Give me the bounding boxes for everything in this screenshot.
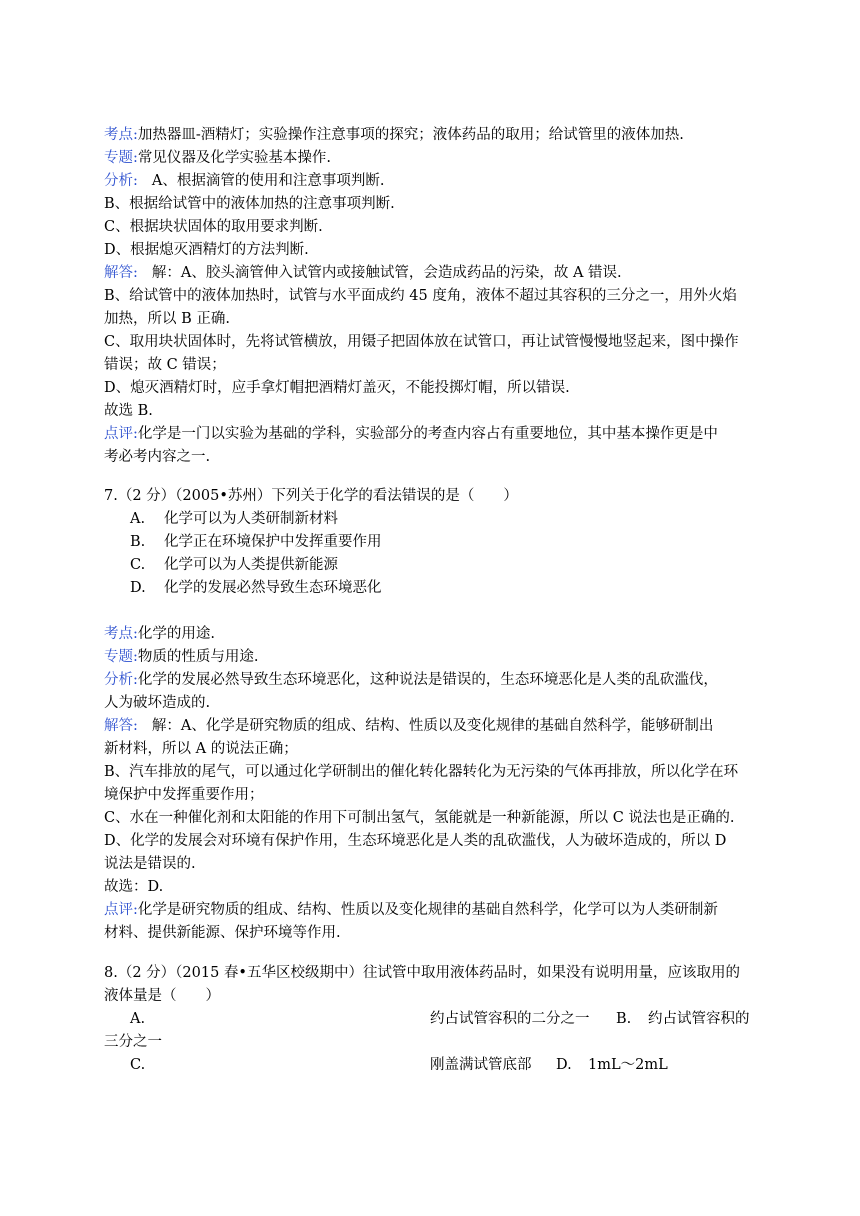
q6-jieda-line: 故选 B.	[104, 403, 153, 419]
q7-jieda-text: 解：A、化学是研究物质的组成、结构、性质以及变化规律的基础自然科学，能够研制出	[151, 718, 714, 734]
jieda-label: 解答:	[104, 718, 138, 734]
q6-dianping-line: 考必考内容之一.	[104, 449, 211, 465]
q8-option-d-text: 1mL～2mL	[588, 1057, 668, 1073]
q8-option-c-text: 刚盖满试管底部	[430, 1057, 532, 1073]
q7-dianping	[104, 899, 718, 921]
kaodian-label: 考点:	[104, 127, 138, 143]
q8-option-c-letter: C.	[130, 1057, 146, 1073]
q6-dianping-text: 化学是一门以实验为基础的学科，实验部分的考查内容占有重要地位，其中基本操作更是中	[137, 426, 718, 442]
q6-jieda-line: B、给试管中的液体加热时，试管与水平面成约 45 度角，液体不超过其容积的三分之一，用外火焰	[104, 288, 737, 304]
q7-dianping-text: 化学是研究物质的组成、结构、性质以及变化规律的基础自然科学，化学可以为人类研制新	[137, 902, 718, 918]
q8-stem: 8.（2 分）（2015 春•五华区校级期中）往试管中取用液体药品时，如果没有说明用量，应该取用的	[104, 965, 740, 981]
q7-zhuanti-text: 物质的性质与用途.	[137, 649, 259, 665]
q6-jieda-line: 错误；故 C 错误；	[104, 357, 226, 373]
q6-kaodian-text: 加热器皿-酒精灯；实验操作注意事项的探究；液体药品的取用；给试管里的液体加热.	[137, 127, 684, 143]
jieda-label: 解答:	[104, 265, 138, 281]
option-text: 化学的发展必然导致生态环境恶化	[164, 580, 382, 596]
option-letter: B.	[130, 534, 146, 550]
q7-option-b	[130, 531, 382, 553]
option-letter: D.	[130, 580, 146, 596]
q6-fenxi-text: A、根据滴管的使用和注意事项判断.	[151, 173, 385, 189]
q7-jieda-line: D、化学的发展会对环境有保护作用，生态环境恶化是人类的乱砍滥伐，人为破坏造成的，所以 D	[104, 833, 727, 849]
q7-option-d	[130, 577, 382, 599]
q8-option-a-text: 约占试管容积的二分之一	[430, 1011, 590, 1027]
option-text: 化学正在环境保护中发挥重要作用	[164, 534, 382, 550]
q6-jieda-text: 解：A、胶头滴管伸入试管内或接触试管，会造成药品的污染，故 A 错误.	[151, 265, 622, 281]
q6-zhuanti-text: 常见仪器及化学实验基本操作.	[137, 150, 331, 166]
q7-jieda	[104, 715, 713, 737]
option-text: 化学可以为人类研制新材料	[164, 511, 338, 527]
dianping-label: 点评:	[104, 902, 138, 918]
q7-jieda-line: 境保护中发挥重要作用；	[104, 787, 264, 803]
q6-jieda-line: D、熄灭酒精灯时，应手拿灯帽把酒精灯盖灭，不能投掷灯帽，所以错误.	[104, 380, 570, 396]
q7-kaodian-text: 化学的用途.	[137, 626, 215, 642]
q7-fenxi	[104, 669, 718, 691]
q7-stem: 7.（2 分）（2005•苏州）下列关于化学的看法错误的是（ ）	[104, 488, 518, 504]
q8-option-a-letter: A.	[130, 1011, 146, 1027]
option-text: 化学可以为人类提供新能源	[164, 557, 338, 573]
q7-jieda-line: 故选：D.	[104, 879, 164, 895]
zhuanti-label: 专题:	[104, 150, 138, 166]
kaodian-label: 考点:	[104, 626, 138, 642]
q8-option-b-text: 约占试管容积的	[648, 1011, 750, 1027]
q7-option-c	[130, 554, 338, 576]
q8-option-d-letter: D.	[556, 1057, 572, 1073]
q7-dianping-line: 材料、提供新能源、保护环境等作用.	[104, 925, 341, 941]
q6-fenxi	[104, 170, 384, 192]
q7-fenxi-line: 人为破坏造成的.	[104, 695, 211, 711]
q7-fenxi-text: 化学的发展必然导致生态环境恶化，这种说法是错误的，生态环境恶化是人类的乱砍滥伐，	[137, 672, 718, 688]
dianping-label: 点评:	[104, 426, 138, 442]
option-letter: A.	[130, 511, 146, 527]
q7-jieda-line: 说法是错误的.	[104, 856, 196, 872]
q6-jieda-line: 加热，所以 B 正确.	[104, 311, 230, 327]
q7-jieda-line: 新材料，所以 A 的说法正确；	[104, 741, 298, 757]
option-letter: C.	[130, 557, 146, 573]
q6-fenxi-line: D、根据熄灭酒精灯的方法判断.	[104, 242, 309, 258]
q7-option-a	[130, 508, 338, 530]
q8-stem-line: 液体量是（ ）	[104, 988, 220, 1004]
fenxi-label: 分析:	[104, 173, 138, 189]
q6-dianping	[104, 423, 718, 445]
zhuanti-label: 专题:	[104, 649, 138, 665]
q8-option-b-cont: 三分之一	[104, 1034, 162, 1050]
q7-kaodian	[104, 623, 215, 645]
q6-fenxi-line: C、根据块状固体的取用要求判断.	[104, 219, 323, 235]
q6-jieda	[104, 262, 622, 284]
q8-option-b-letter: B.	[616, 1011, 632, 1027]
q7-jieda-line: C、水在一种催化剂和太阳能的作用下可制出氢气，氢能就是一种新能源，所以 C 说法也是正确的.	[104, 810, 735, 826]
q6-fenxi-line: B、根据给试管中的液体加热的注意事项判断.	[104, 196, 395, 212]
q6-zhuanti	[104, 147, 331, 169]
q7-jieda-line: B、汽车排放的尾气，可以通过化学研制出的催化转化器转化为无污染的气体再排放，所以化学在环	[104, 764, 739, 780]
q7-zhuanti	[104, 646, 259, 668]
q6-kaodian	[104, 124, 684, 146]
fenxi-label: 分析:	[104, 672, 138, 688]
q6-jieda-line: C、取用块状固体时，先将试管横放，用镊子把固体放在试管口，再让试管慢慢地竖起来，图中操作	[104, 334, 739, 350]
